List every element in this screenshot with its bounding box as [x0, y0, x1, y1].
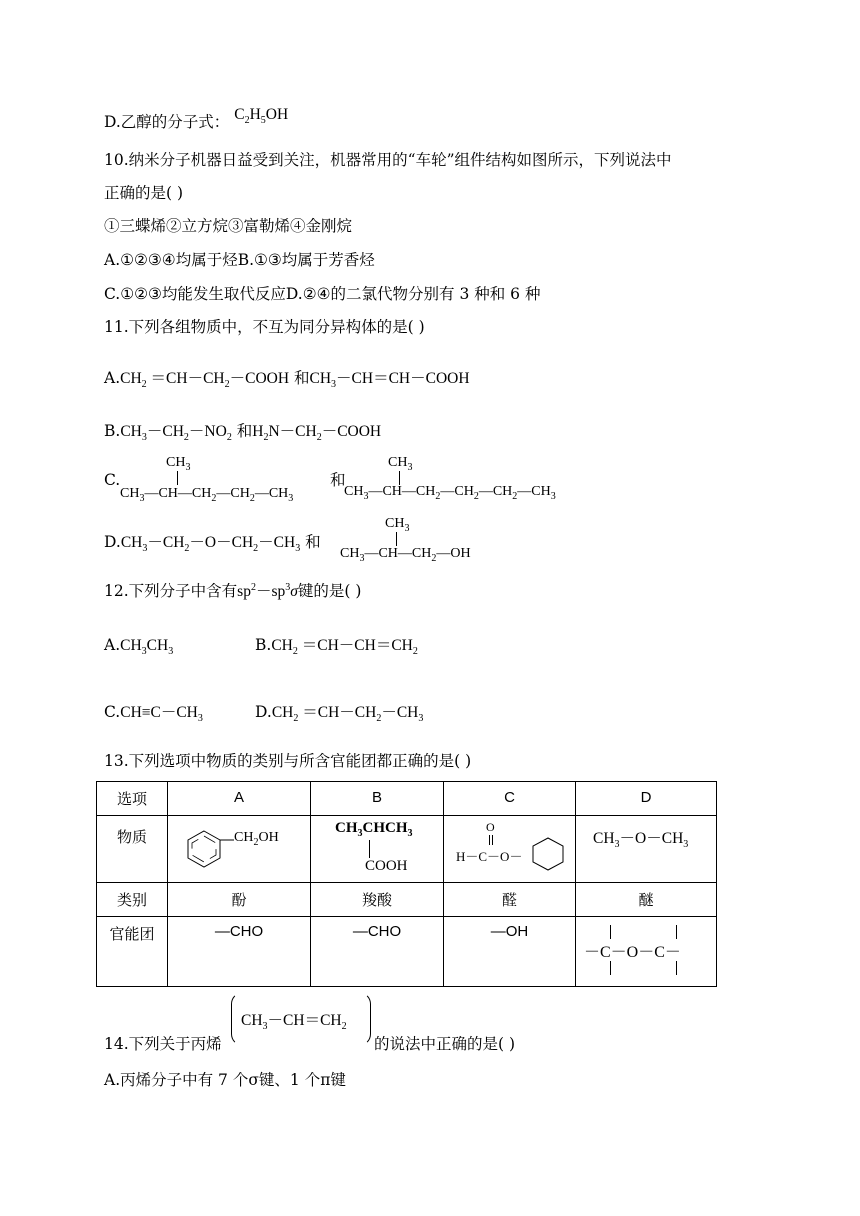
q13-header-c: C	[444, 782, 576, 816]
q11-option-a	[104, 368, 470, 389]
q12-option-d: $D.CH_2 =CH-CH_2-CH_3$	[255, 703, 424, 725]
benzene-ring-icon	[530, 836, 566, 872]
q13-d-bond-up-2	[676, 925, 677, 939]
q13-stem: 13.下列选项中物质的类别与所含官能团都正确的是( )	[104, 752, 472, 770]
q13-row-group: 官能团	[97, 917, 168, 987]
q13-d-formula: $CH_3-O-CH_3$	[593, 830, 689, 851]
q13-substance-a	[168, 816, 311, 883]
q13-class-a: 酚	[168, 883, 311, 917]
q11-d-right-main: $CH_3—CH—CH_2—OH$	[340, 546, 471, 564]
q11-b-label: B.	[104, 422, 121, 440]
q11-a-right: $CH_3-CH=CH-COOH$	[309, 370, 470, 391]
q12-stem	[104, 581, 361, 602]
q10-option-ab: A.①②③④均属于烃B.①③均属于芳香烃	[104, 251, 375, 269]
q11-a-left: $CH_2$ $=CH-CH_2-COOH$	[120, 370, 290, 391]
q13-group-a: —CHO	[168, 917, 311, 987]
q13-class-d: 醚	[576, 883, 717, 917]
q13-b-main: $CH_3CHCH_3$	[335, 820, 413, 839]
q13-substance-d	[576, 816, 717, 883]
q13-header-option: 选项	[97, 782, 168, 816]
q12-option-c: $C.CH\equiv C-CH_3$	[104, 703, 203, 725]
q14-formula: $CH_3-CH=CH_2$	[241, 1012, 347, 1033]
q13-c-oxygen: O	[486, 820, 495, 834]
q11-d-and: 和	[305, 533, 321, 551]
q11-c-label: C.	[104, 471, 121, 489]
q13-c-double-bond-2	[492, 835, 493, 845]
q11-a-and: 和	[293, 369, 310, 387]
q13-c-double-bond	[489, 835, 490, 845]
q13-class-b: 羧酸	[311, 883, 444, 917]
q13-b-bond	[369, 840, 370, 858]
q13-c-main: H－C－O－	[456, 849, 523, 864]
q12-option-a: $A.CH_3CH_3$	[104, 636, 174, 658]
q13-group-c: —OH	[444, 917, 576, 987]
q11-b-left: $CH_3-CH_2-NO_2$	[120, 423, 232, 444]
q10-stem-line2: 正确的是( )	[104, 184, 184, 202]
q13-table	[96, 781, 717, 987]
q11-c-right-branch: $CH_3$	[388, 455, 413, 473]
q11-option-b	[104, 421, 381, 442]
q13-substance-b	[311, 816, 444, 883]
q9-option-d-formula: $C_2H_5OH$	[234, 106, 289, 127]
q13-row-substance: 物质	[97, 816, 168, 883]
q13-header-d: D	[576, 782, 717, 816]
q12-option-b: $B.CH_2 =CH-CH=CH_2$	[255, 636, 418, 658]
q13-a-substituent: $CH_2OH$	[234, 830, 279, 848]
q12-stem-sp: $sp^2-sp^3\sigma$	[237, 581, 298, 600]
q13-class-c: 醛	[444, 883, 576, 917]
q11-c-left-branch: $CH_3$	[166, 455, 191, 473]
q13-group-d	[576, 917, 717, 987]
q9-option-d	[104, 106, 289, 133]
q11-d-right-branch: $CH_3$	[385, 516, 410, 534]
q11-option-d	[104, 532, 321, 553]
q13-b-group: COOH	[365, 858, 408, 874]
q11-c-right-main: $CH_3—CH—CH_2—CH_2—CH_2—CH_3$	[344, 484, 556, 502]
q13-d-bond-down-1	[610, 961, 611, 975]
q14-stem-b: 的说法中正确的是( )	[374, 1035, 516, 1053]
q13-row-class: 类别	[97, 883, 168, 917]
q11-c-left-main: $CH_3—CH—CH_2—CH_2—CH_3$	[120, 486, 294, 504]
q11-d-right-bond	[396, 532, 397, 546]
q11-stem: 11.下列各组物质中，不互为同分异构体的是( )	[104, 318, 425, 336]
q14-stem-a: 14.下列关于丙烯	[104, 1035, 222, 1053]
q11-c-and: 和	[330, 471, 346, 489]
q13-d-group: －C－O－C－	[584, 944, 681, 961]
q11-d-label: D.	[104, 533, 121, 551]
q13-header-a: A	[168, 782, 311, 816]
q11-c-left-bond	[177, 471, 178, 485]
q11-b-right: $H_2N-CH_2-COOH$	[252, 423, 382, 444]
q14-option-a: A.丙烯分子中有 7 个σ键、1 个π键	[104, 1071, 346, 1089]
q11-d-left: $CH_3-CH_2-O-CH_2-CH_3$	[120, 534, 301, 555]
q13-header-b: B	[311, 782, 444, 816]
q13-group-b: —CHO	[311, 917, 444, 987]
q13-substance-c	[444, 816, 576, 883]
benzene-ring-icon	[186, 829, 234, 869]
q13-d-bond-down-2	[676, 961, 677, 975]
q11-c-right-bond	[399, 471, 400, 485]
q12-stem-a: 12.下列分子中含有	[104, 582, 238, 600]
q12-stem-b: 键的是( )	[297, 582, 362, 600]
q10-stem-line1: 10.纳米分子机器日益受到关注，机器常用的“车轮”组件结构如图所示，下列说法中	[104, 151, 672, 169]
q10-option-cd: C.①②③均能发生取代反应D.②④的二氯代物分别有 3 种和 6 种	[104, 285, 541, 303]
q9-option-d-text: D.乙醇的分子式：	[104, 113, 230, 131]
q13-d-bond-up-1	[610, 925, 611, 939]
q10-items: ①三蝶烯②立方烷③富勒烯④金刚烷	[104, 217, 353, 235]
q11-b-and: 和	[236, 422, 253, 440]
q11-a-label: A.	[104, 369, 121, 387]
